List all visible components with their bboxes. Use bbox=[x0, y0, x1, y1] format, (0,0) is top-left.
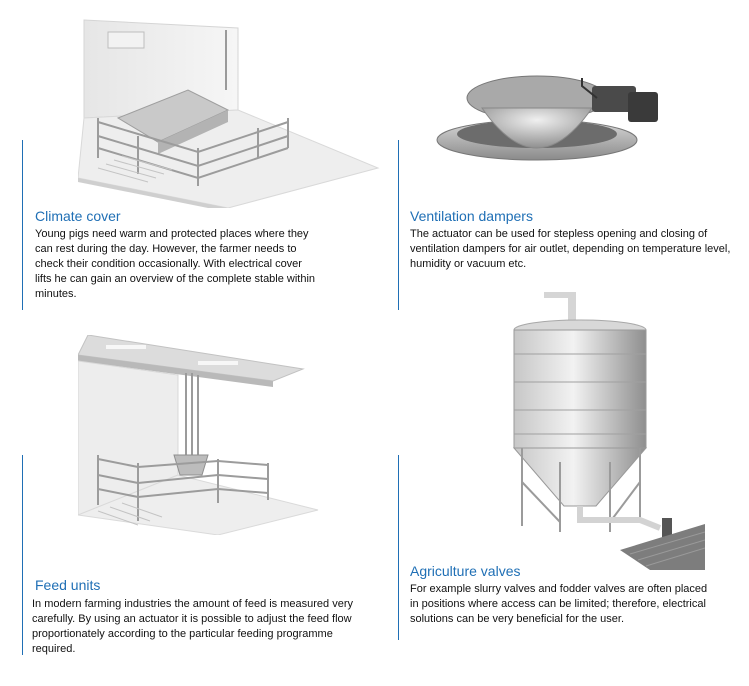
feed-units-title: Feed units bbox=[35, 577, 101, 593]
climate-cover-text: Young pigs need warm and protected places where they can rest during the day. However, the farmer needs to check their condition occasionally. With electrical cover lifts he can gain an overview of the complete stable within minutes. bbox=[35, 228, 316, 300]
ventilation-damper-image bbox=[432, 68, 672, 178]
agriculture-valves-accent-line bbox=[398, 455, 399, 640]
agriculture-valves-title: Agriculture valves bbox=[410, 563, 521, 579]
climate-cover-accent-line bbox=[22, 140, 23, 310]
feed-units-accent-line bbox=[22, 455, 23, 655]
ventilation-dampers-text: The actuator can be used for stepless opening and closing of ventilation dampers for air outlet, depending on temperature level, humidity or vacuum etc. bbox=[410, 228, 731, 270]
climate-cover-image bbox=[78, 18, 398, 208]
feed-unit-image bbox=[78, 335, 323, 535]
agriculture-valves-text: For example slurry valves and fodder valves are often placed in positions where access can be limited; therefore, electrical solutions can be very beneficial for the user. bbox=[410, 583, 708, 625]
ventilation-dampers-accent-line bbox=[398, 140, 399, 310]
feed-units-text: In modern farming industries the amount of feed is measured very carefully. By using an actuator it is possible to adjust the feed flow proportionately according to the particular feeding programme required. bbox=[32, 598, 353, 655]
climate-cover-title: Climate cover bbox=[35, 208, 121, 224]
ventilation-dampers-title: Ventilation dampers bbox=[410, 208, 533, 224]
agriculture-valve-image bbox=[500, 292, 705, 570]
